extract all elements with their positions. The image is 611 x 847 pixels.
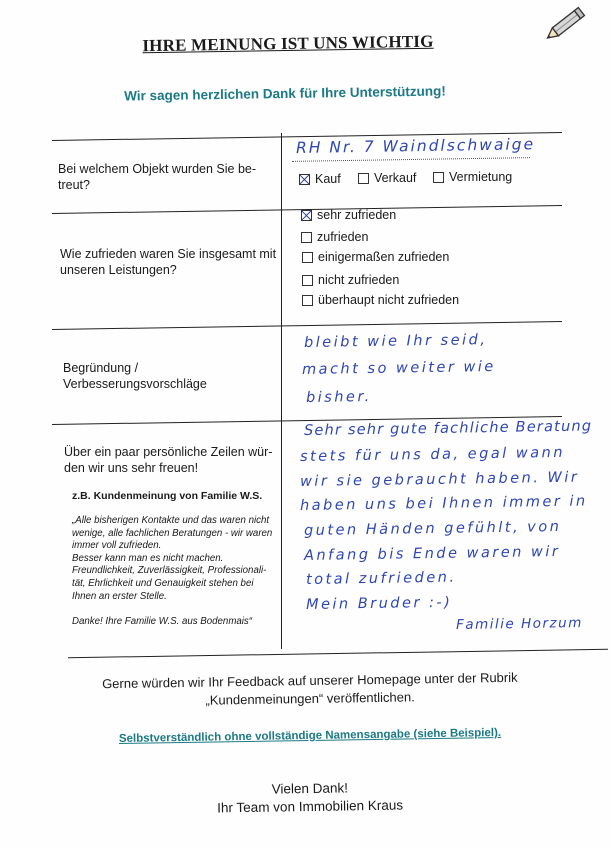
homepage-notice: Gerne würden wir Ihr Feedback auf unserer Homepage unter der Rubrik „Kundenmeinungen“ veröffentlichen. [102,669,518,708]
option-sehr-zufrieden[interactable]: sehr zufrieden [301,208,396,222]
personal-handwritten-line: Anfang bis Ende waren wir [303,543,561,564]
feedback-form [52,129,610,659]
reason-handwritten-line: bisher. [305,388,372,406]
thank-you-subtitle: Wir sagen herzlichen Dank für Ihre Unterstützung! [124,83,446,104]
satisfaction-question: Wie zufrieden waren Sie insgesamt mit unseren Leistungen? [60,247,277,277]
example-testimonial: „Alle bisherigen Kontakte und das waren nicht wenige, alle fachlichen Beratungen - wir waren immer voll zufrieden. Besser kann man es nicht machen. Freundlichkeit, Zuverlässigkeit, Professionali- tät, Ehrlichkeit und Genauigkeit stehen bei Ihnen an erster Stelle. Danke! Ihre Familie W.S. aus Bodenmais“ [72,515,273,627]
closing: Vielen Dank! Ihr Team von Immobilien Kraus [217,780,404,816]
checkbox[interactable] [433,172,444,183]
personal-handwritten-line: Sehr sehr gute fachliche Beratung [303,418,593,439]
reason-handwritten-line: bleibt wie Ihr seid, [303,332,488,351]
object-question: Bei welchem Objekt wurden Sie be- treut? [58,162,257,192]
example-heading: z.B. Kundenmeinung von Familie W.S. [72,490,263,502]
anonymity-note: Selbstverständlich ohne vollständige Namensangabe (siehe Beispiel). [118,726,502,746]
option-einigermassen-zufrieden[interactable]: einigermaßen zufrieden [302,250,449,264]
checkbox[interactable] [302,252,313,263]
reason-handwritten-line: macht so weiter wie [301,358,496,378]
checkbox[interactable] [358,173,369,184]
option-ueberhaupt-nicht-zufrieden[interactable]: überhaupt nicht zufrieden [302,293,459,307]
checkbox[interactable] [302,275,313,286]
handwritten-signature: Familie Horzum [455,615,583,633]
personal-handwritten-line: stets für uns da, egal wann [299,444,566,465]
option-zufrieden[interactable]: zufrieden [301,230,368,244]
option-nicht-zufrieden[interactable]: nicht zufrieden [302,273,399,287]
personal-handwritten-line: haben uns bei Ihnen immer in [299,493,588,514]
checkbox[interactable] [301,232,312,243]
option-kauf[interactable]: Kauf [299,172,341,186]
personal-handwritten-line: guten Händen gefühlt, von [303,518,562,539]
personal-handwritten-line: wir sie gebraucht haben. Wir [299,469,580,490]
option-verkauf[interactable]: Verkauf [358,171,416,185]
page-title: IHRE MEINUNG IST UNS WICHTIG [142,31,434,56]
row-divider [68,649,608,658]
personal-handwritten-line: total zufrieden. [305,569,457,588]
personal-question: Über ein paar persönliche Zeilen wür- den wir uns sehr freuen! [64,445,273,475]
pencil-icon [546,2,590,42]
checkbox[interactable] [302,295,313,306]
personal-handwritten-line: Mein Bruder :-) [305,594,453,613]
checkbox-checked[interactable] [299,174,310,185]
answer-dotted-line [292,157,530,162]
checkbox-checked[interactable] [301,210,312,221]
option-vermietung[interactable]: Vermietung [433,170,512,184]
object-handwritten-answer: RH Nr. 7 Waindlschwaige [295,135,536,157]
row-divider [52,321,562,330]
reason-question: Begründung / Verbesserungsvorschläge [63,361,207,391]
